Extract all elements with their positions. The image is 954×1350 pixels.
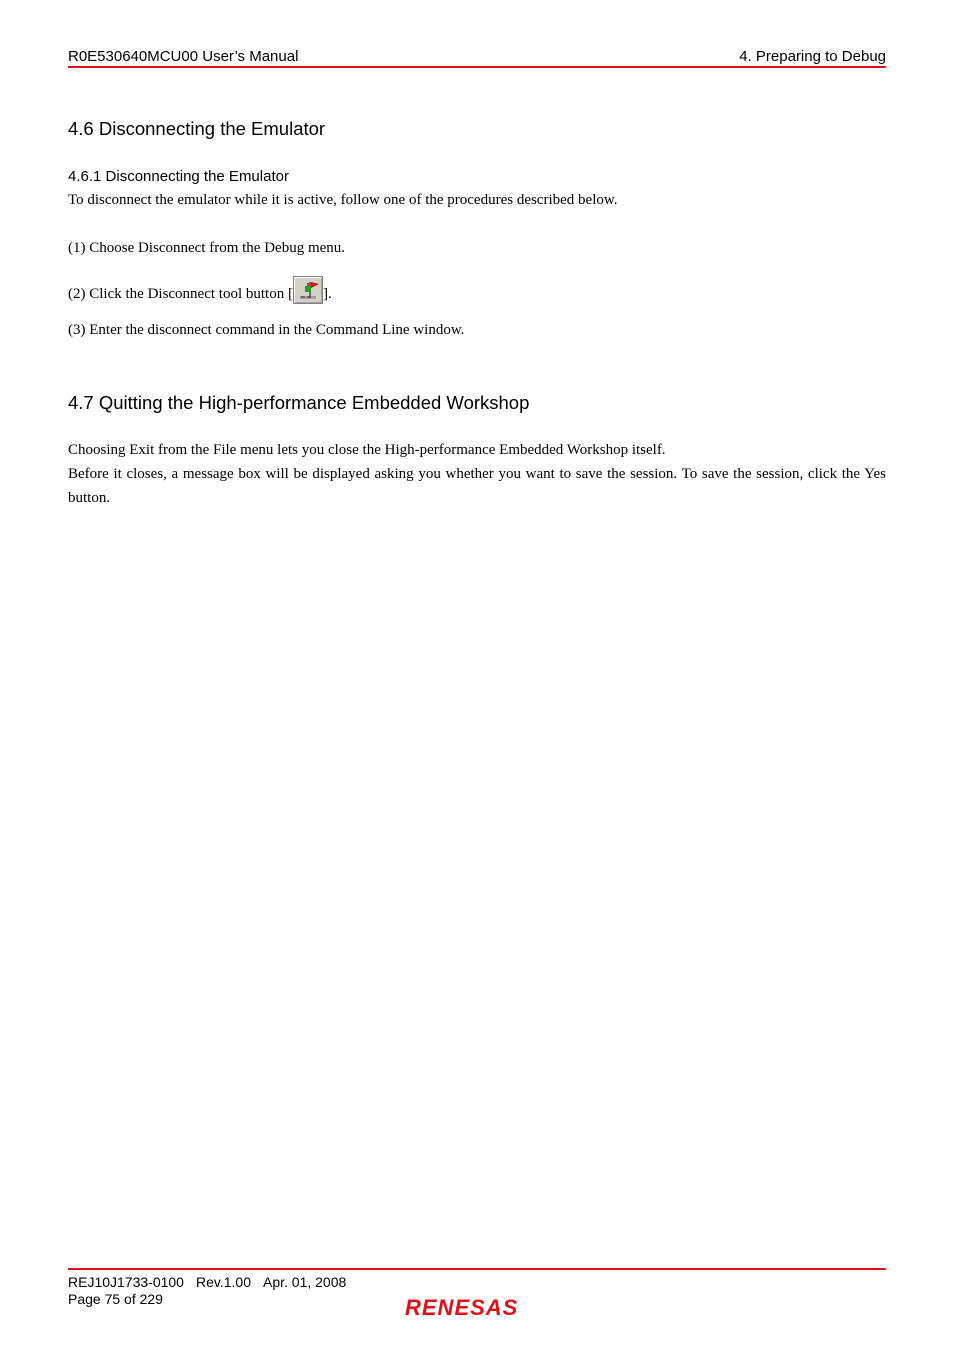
manual-title: R0E530640MCU00 User’s Manual xyxy=(68,48,299,65)
procedure-step-2-text: (2) Click the Disconnect tool button [ xyxy=(68,286,293,302)
date: Apr. 01, 2008 xyxy=(262,1274,347,1290)
revision: Rev.1.00 xyxy=(195,1274,251,1290)
section-4-7-heading: 4.7 Quitting the High-performance Embedded Workshop xyxy=(68,392,530,413)
chapter-title: 4. Preparing to Debug xyxy=(739,48,886,65)
renesas-logo-mark xyxy=(403,1295,553,1319)
procedure-step-2-end: ]. xyxy=(322,286,332,302)
renesas-logo xyxy=(403,1295,553,1324)
doc-number: REJ10J1733-0100 xyxy=(68,1274,184,1290)
footer-doc-info xyxy=(68,1274,346,1291)
page-footer xyxy=(68,1274,346,1308)
page-number: Page 75 of 229 xyxy=(68,1291,163,1307)
section-4-6-heading: 4.6 Disconnecting the Emulator xyxy=(68,118,326,139)
section-4-7-paragraph-1: Choosing Exit from the File menu lets you close the High-performance Embedded Workshop itself. xyxy=(68,442,666,458)
disconnect-flag-icon xyxy=(293,276,323,304)
procedure-step-2 xyxy=(68,276,886,306)
footer-rule xyxy=(68,1268,886,1270)
procedure-step-1: (1) Choose Disconnect from the Debug menu. xyxy=(68,240,346,256)
procedure-step-3: (3) Enter the disconnect command in the Command Line window. xyxy=(68,322,465,338)
section-4-7-paragraph-2: Before it closes, a message box will be displayed asking you whether you want to save the session. To save the session, click the Yes button. xyxy=(68,466,886,506)
page-header xyxy=(68,46,886,66)
subsection-4-6-1-heading: 4.6.1 Disconnecting the Emulator xyxy=(68,168,289,185)
section-4-6-intro: To disconnect the emulator while it is active, follow one of the procedures described below. xyxy=(68,192,618,208)
renesas-logo-text: RENESAS xyxy=(405,1295,519,1319)
header-rule xyxy=(68,66,886,68)
